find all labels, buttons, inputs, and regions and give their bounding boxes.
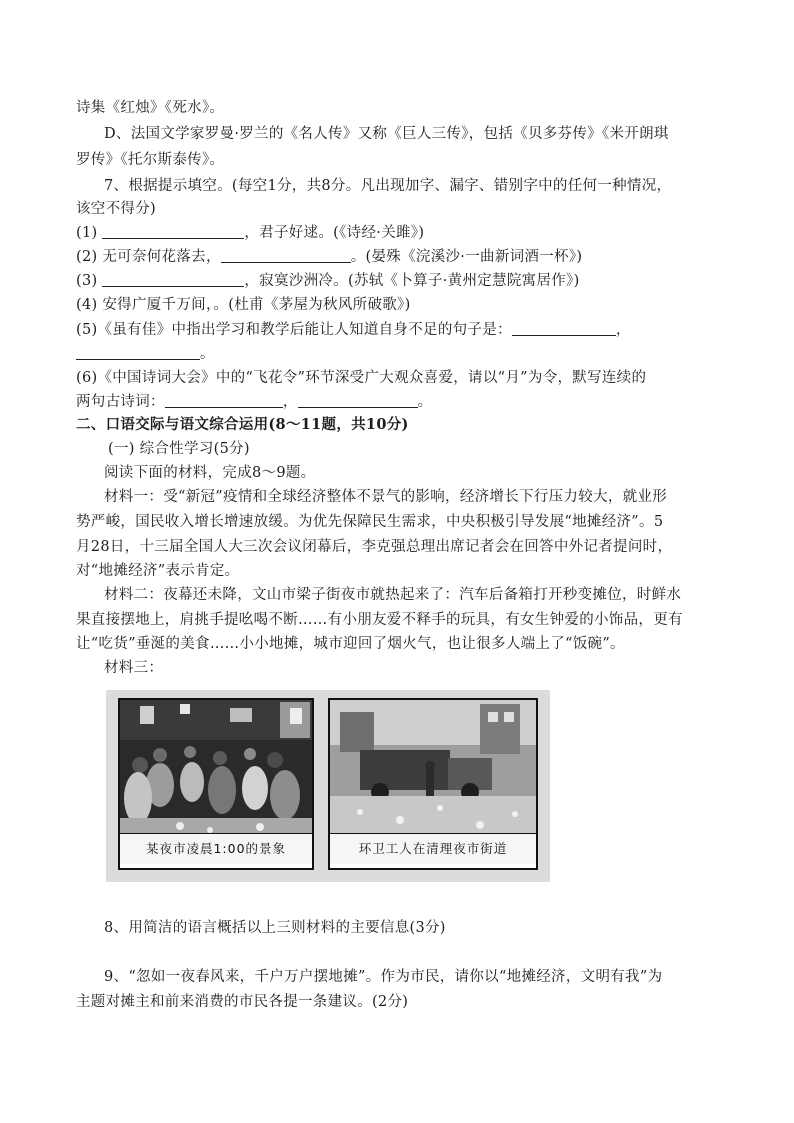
- question-8: 8、用简洁的语言概括以上三则材料的主要信息(3分): [104, 920, 446, 936]
- item-text: 两句古诗词：: [76, 394, 165, 410]
- answer-blank[interactable]: [165, 393, 283, 408]
- text-line: D、法国文学家罗曼·罗兰的《名人传》又称《巨人三传》，包括《贝多芬传》《米开朗琪: [104, 126, 669, 142]
- question-7-3: [76, 271, 726, 291]
- material-2: 让“吃货”垂涎的美食……小小地摊，城市迎回了烟火气，也让很多人端上了“饭碗”。: [76, 636, 625, 652]
- material-3-photos: [106, 690, 550, 882]
- item-text: 。: [417, 394, 433, 410]
- question-7-2: [76, 247, 726, 267]
- street-cleaning-photo: [328, 698, 538, 870]
- item-text: ，: [282, 394, 298, 410]
- material-1: 材料一：受“新冠”疫情和全球经济整体不景气的影响，经济增长下行压力较大，就业形: [104, 489, 668, 505]
- item-text: 。: [200, 346, 215, 362]
- crowd-illustration: [120, 700, 314, 840]
- question-7-prompt: 7、根据提示填空。(每空1分，共8分。凡出现加字、漏字、错别字中的任何一种情况，: [104, 178, 672, 194]
- material-2: 材料二：夜幕还未降，文山市梁子街夜市就热起来了：汽车后备箱打开秒变摊位，时鲜水: [104, 587, 682, 603]
- text-line: 罗传》《托尔斯泰传》。: [76, 152, 225, 168]
- item-text: ，君子好逑。(《诗经·关雎》): [244, 225, 425, 241]
- item-text: 。(晏殊《浣溪沙·一曲新词酒一杯》): [350, 249, 583, 265]
- street-cleaning-illustration: [330, 700, 538, 840]
- photo-caption: 某夜市凌晨1:00的景象: [120, 833, 312, 864]
- material-1: 势严峻，国民收入增长增速放缓。为优先保障民生需求，中央积极引导发展“地摊经济”。5: [76, 514, 664, 530]
- item-text: (5)《虽有佳》中指出学习和教学后能让人知道自身不足的句子是：: [76, 322, 512, 338]
- night-market-photo: [118, 698, 314, 870]
- text-line: 该空不得分): [76, 201, 156, 217]
- question-9: 9、“忽如一夜春风来，千户万户摆地摊”。作为市民，请你以“地摊经济，文明有我”为: [104, 969, 663, 985]
- question-7-5: [76, 320, 726, 340]
- subsection-heading: (一) 综合性学习(5分): [108, 441, 250, 457]
- material-2: 果直接摆地上，肩挑手提吆喝不断……有小朋友爱不释手的玩具，有女生钟爱的小饰品，更有: [76, 612, 683, 628]
- question-9-cont: 主题对摊主和前来消费的市民各提一条建议。(2分): [76, 994, 409, 1010]
- item-number: (3): [76, 273, 98, 289]
- answer-blank[interactable]: [102, 224, 244, 239]
- text-line: 诗集《红烛》《死水》。: [76, 100, 225, 116]
- reading-instruction: 阅读下面的材料，完成8～9题。: [104, 465, 316, 481]
- item-text: ，: [615, 322, 631, 338]
- question-7-6: (6)《中国诗词大会》中的“飞花令”环节深受广大观众喜爱，请以“月”为令，默写连续的: [76, 370, 647, 386]
- answer-blank[interactable]: [298, 393, 418, 408]
- item-number: (1): [76, 225, 98, 241]
- question-7-4: (4) 安得广厦千万间，。(杜甫《茅屋为秋风所破歌》): [76, 297, 411, 313]
- answer-blank[interactable]: [102, 272, 244, 287]
- item-text: (2) 无可奈何花落去，: [76, 249, 221, 265]
- answer-blank[interactable]: [221, 248, 351, 263]
- question-7-5-cont: [76, 344, 726, 364]
- photo-caption: 环卫工人在清理夜市街道: [330, 833, 536, 864]
- question-7-6-cont: [76, 392, 726, 412]
- answer-blank[interactable]: [512, 321, 616, 336]
- material-3-label: 材料三：: [104, 660, 164, 676]
- material-1: 月28日，十三届全国人大三次会议闭幕后，李克强总理出席记者会在回答中外记者提问时，: [76, 539, 673, 555]
- item-text: ，寂寞沙洲冷。(苏轼《卜算子·黄州定慧院寓居作》): [244, 273, 580, 289]
- material-1: 对“地摊经济”表示肯定。: [76, 563, 240, 579]
- section-2-heading: 二、口语交际与语文综合运用(8～11题，共10分): [76, 416, 409, 433]
- question-7-1: [76, 223, 726, 243]
- answer-blank[interactable]: [76, 345, 200, 360]
